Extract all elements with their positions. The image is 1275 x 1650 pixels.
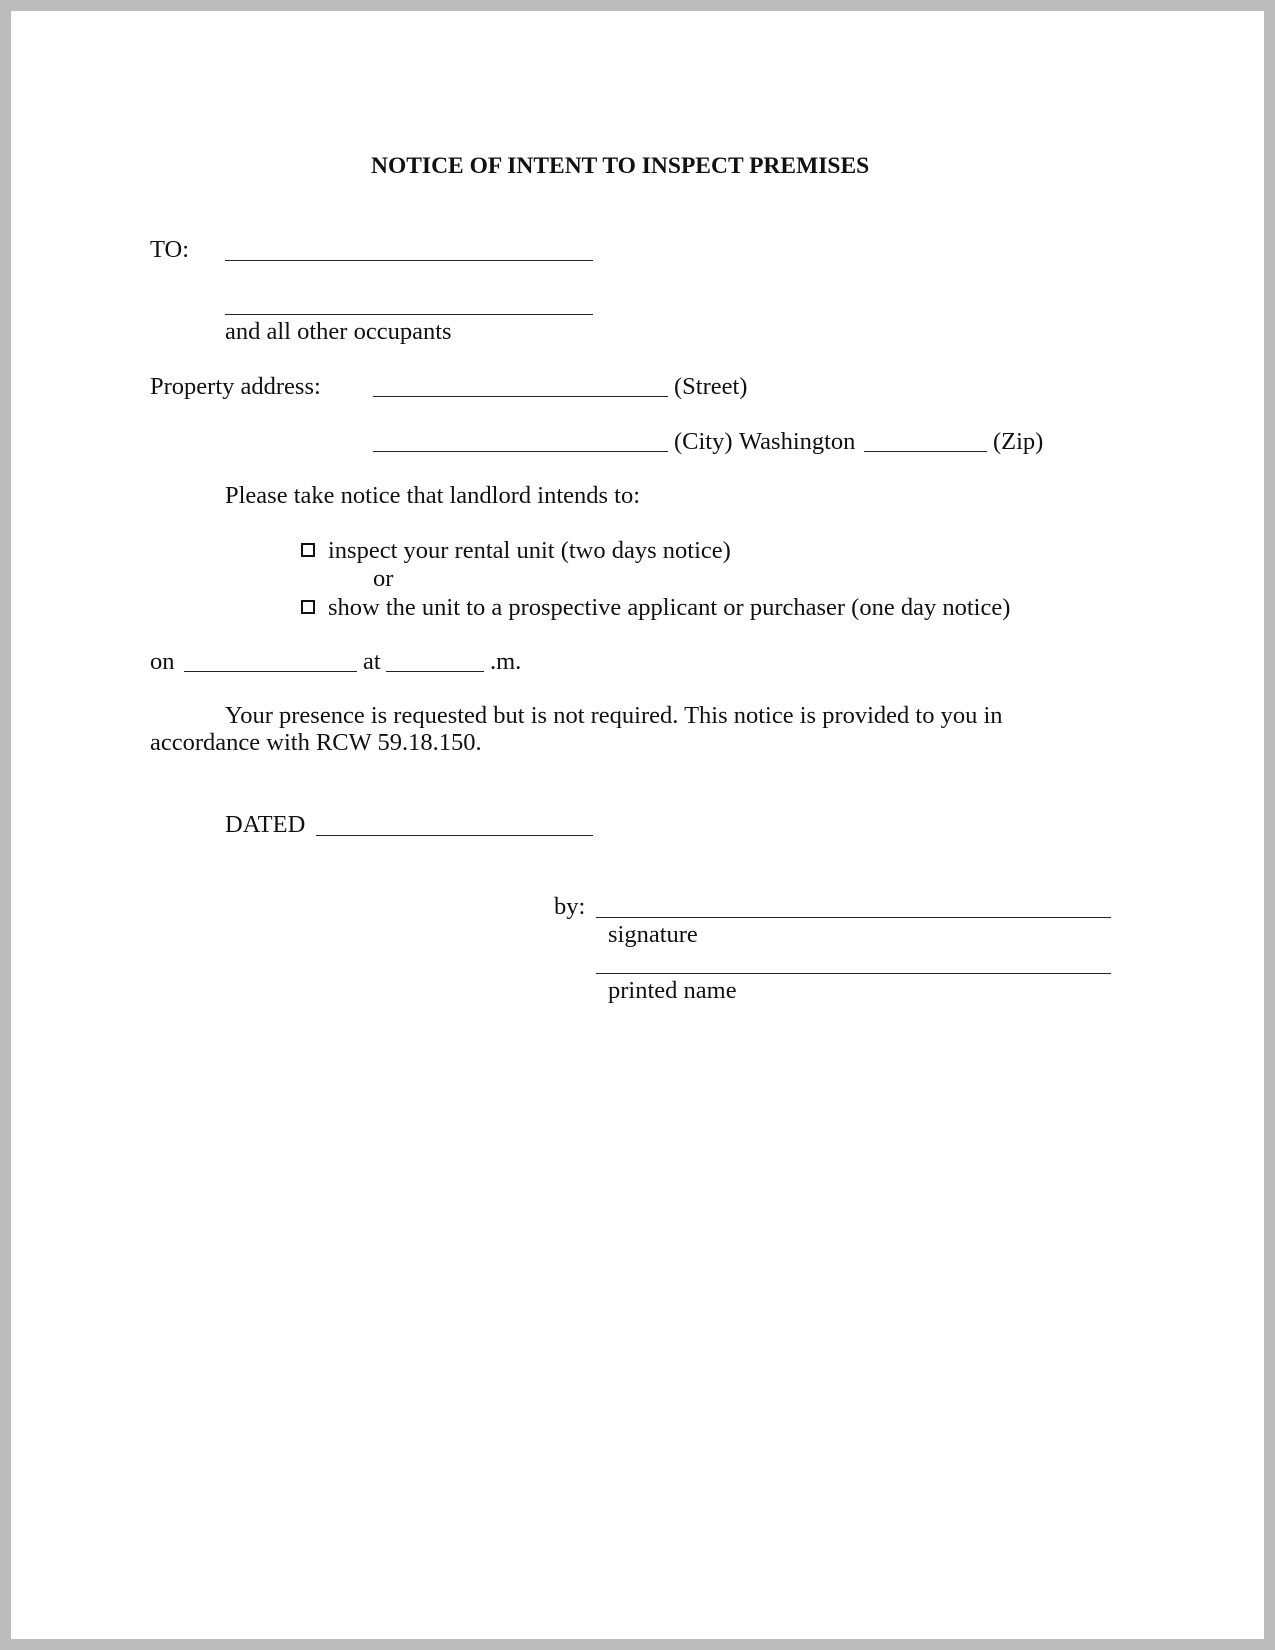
show-unit-option-text: show the unit to a prospective applicant or purchaser (one day notice): [328, 594, 1011, 621]
show-unit-checkbox[interactable]: [301, 600, 315, 614]
zip-line[interactable]: [864, 451, 987, 452]
recipient-name-line-1[interactable]: [225, 260, 593, 261]
or-text: or: [373, 565, 394, 592]
page-title: NOTICE OF INTENT TO INSPECT PREMISES: [371, 153, 870, 179]
city-label: (City): [674, 428, 733, 455]
dated-label: DATED: [225, 811, 306, 838]
by-label: by:: [554, 893, 586, 920]
document-page: [11, 11, 1264, 1639]
body-line-2: accordance with RCW 59.18.150.: [150, 729, 482, 756]
signature-caption: signature: [608, 921, 698, 948]
time-line[interactable]: [386, 671, 484, 672]
state-text: Washington: [739, 428, 856, 455]
inspect-checkbox[interactable]: [301, 543, 315, 557]
recipient-name-line-2[interactable]: [225, 314, 593, 315]
dated-line[interactable]: [316, 835, 593, 836]
street-label: (Street): [674, 373, 748, 400]
notice-intro: Please take notice that landlord intends to:: [225, 482, 641, 509]
date-line[interactable]: [184, 671, 357, 672]
other-occupants-text: and all other occupants: [225, 318, 452, 345]
on-label: on: [150, 648, 175, 675]
zip-label: (Zip): [993, 428, 1044, 455]
body-line-1: Your presence is requested but is not required. This notice is provided to you in: [225, 702, 1003, 729]
meridiem-suffix: .m.: [490, 648, 522, 675]
inspect-option-text: inspect your rental unit (two days notice): [328, 537, 731, 564]
city-line[interactable]: [373, 451, 668, 452]
signature-line[interactable]: [596, 917, 1111, 918]
street-line[interactable]: [373, 396, 668, 397]
to-label: TO:: [150, 236, 190, 263]
printed-name-caption: printed name: [608, 977, 737, 1004]
printed-name-line[interactable]: [596, 973, 1111, 974]
at-label: at: [363, 648, 381, 675]
property-address-label: Property address:: [150, 373, 321, 400]
